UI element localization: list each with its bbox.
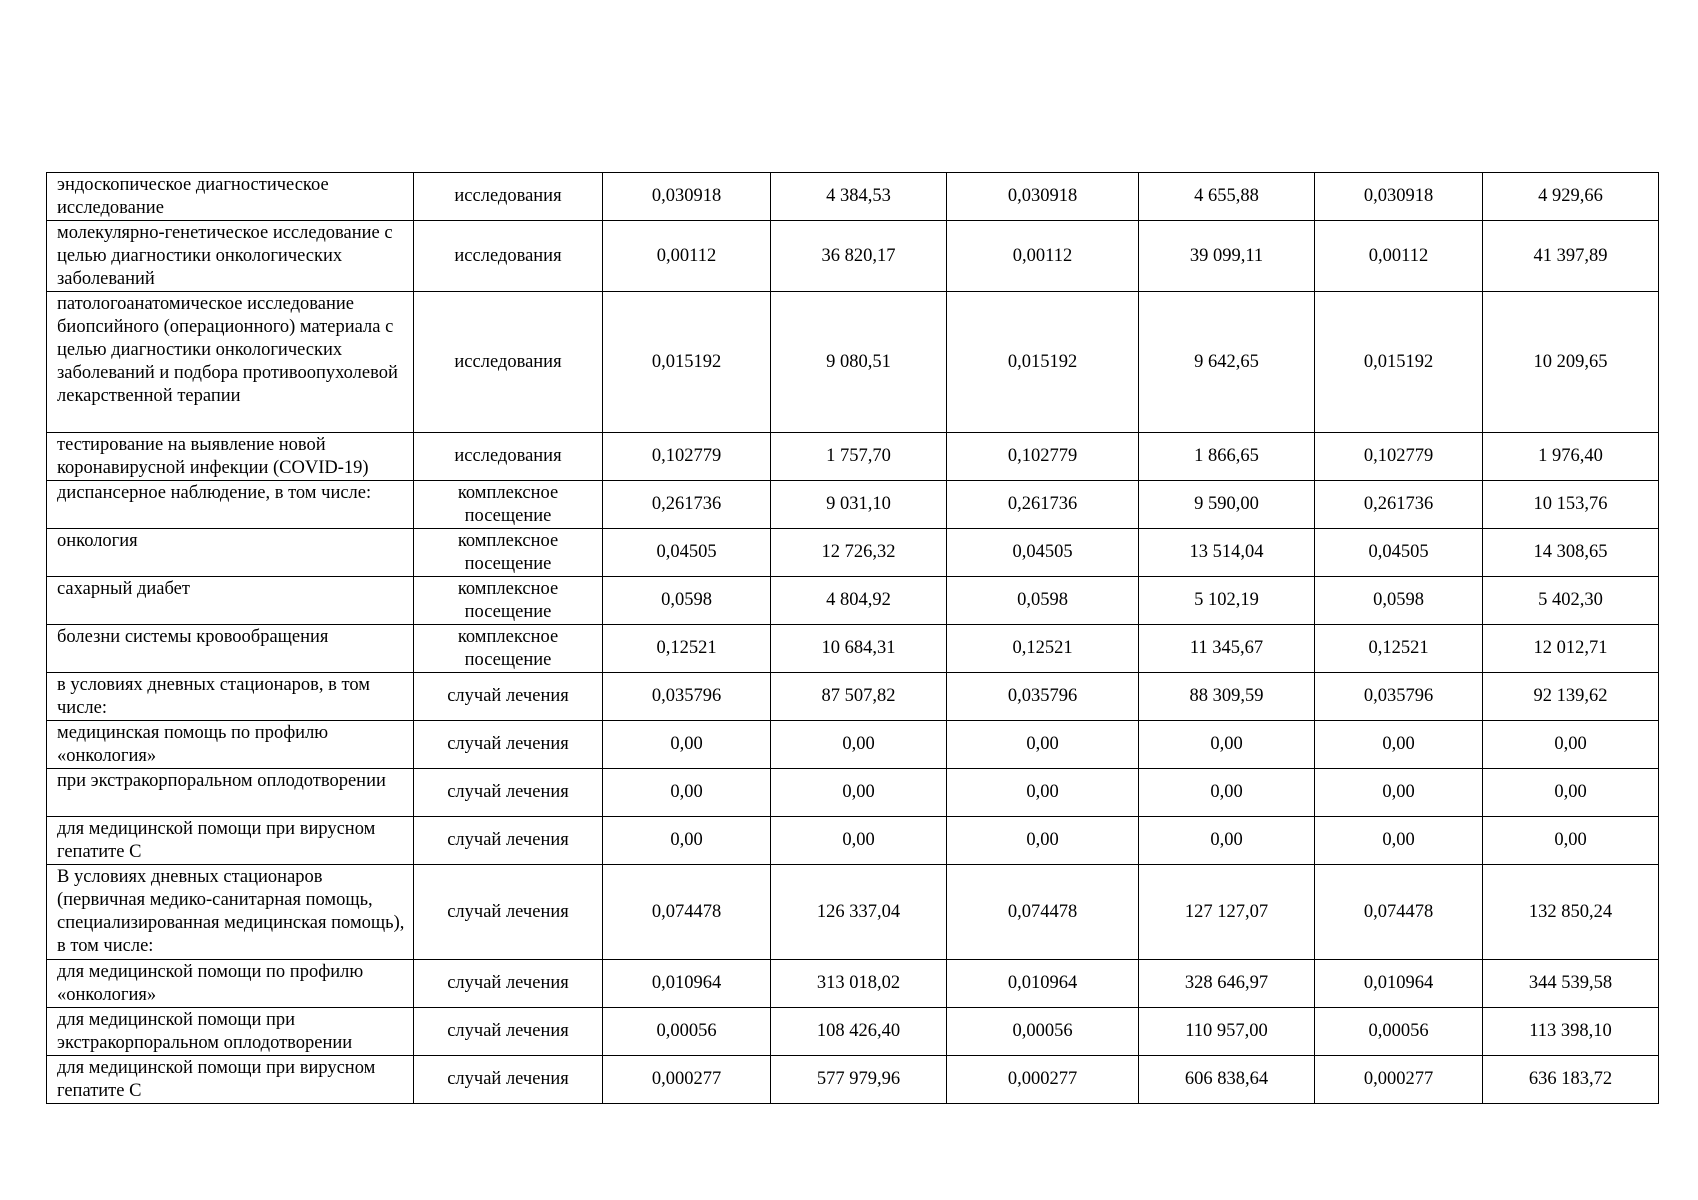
value-cell: 0,00 <box>1315 817 1483 865</box>
row-name: тестирование на выявление новой коронавирусной инфекции (COVID-19) <box>47 433 414 481</box>
value-cell: 41 397,89 <box>1483 221 1659 292</box>
table-row <box>47 1056 1659 1104</box>
value-cell: 113 398,10 <box>1483 1008 1659 1056</box>
value-cell: 0,010964 <box>1315 960 1483 1008</box>
value-cell: 0,00056 <box>603 1008 771 1056</box>
row-name: молекулярно-генетическое исследование с целью диагностики онкологических заболеваний <box>47 221 414 292</box>
table-row <box>47 673 1659 721</box>
row-unit: случай лечения <box>414 769 603 817</box>
value-cell: 0,074478 <box>947 865 1139 960</box>
value-cell: 0,00056 <box>1315 1008 1483 1056</box>
value-cell: 0,000277 <box>603 1056 771 1104</box>
row-unit: комплексное посещение <box>414 625 603 673</box>
value-cell: 0,015192 <box>947 292 1139 433</box>
value-cell: 9 080,51 <box>771 292 947 433</box>
value-cell: 0,00 <box>603 721 771 769</box>
value-cell: 11 345,67 <box>1139 625 1315 673</box>
value-cell: 14 308,65 <box>1483 529 1659 577</box>
value-cell: 0,00 <box>1315 769 1483 817</box>
value-cell: 0,00112 <box>603 221 771 292</box>
value-cell: 606 838,64 <box>1139 1056 1315 1104</box>
value-cell: 0,00 <box>771 769 947 817</box>
row-unit: комплексное посещение <box>414 577 603 625</box>
value-cell: 0,04505 <box>1315 529 1483 577</box>
row-unit: случай лечения <box>414 721 603 769</box>
value-cell: 10 209,65 <box>1483 292 1659 433</box>
value-cell: 0,0598 <box>603 577 771 625</box>
row-name: болезни системы кровообращения <box>47 625 414 673</box>
value-cell: 0,261736 <box>603 481 771 529</box>
value-cell: 0,12521 <box>947 625 1139 673</box>
row-name: онкология <box>47 529 414 577</box>
row-name: для медицинской помощи при вирусном гепатите С <box>47 1056 414 1104</box>
value-cell: 0,00 <box>1483 769 1659 817</box>
value-cell: 0,035796 <box>947 673 1139 721</box>
row-name: патологоанатомическое исследование биопсийного (операционного) материала с целью диагностики онкологических заболеваний и подбора противоопухолевой лекарственной терапии <box>47 292 414 433</box>
value-cell: 92 139,62 <box>1483 673 1659 721</box>
row-unit: случай лечения <box>414 960 603 1008</box>
value-cell: 0,00 <box>947 769 1139 817</box>
row-unit: исследования <box>414 221 603 292</box>
value-cell: 10 684,31 <box>771 625 947 673</box>
value-cell: 636 183,72 <box>1483 1056 1659 1104</box>
value-cell: 0,00 <box>1139 769 1315 817</box>
value-cell: 0,030918 <box>1315 173 1483 221</box>
value-cell: 0,00 <box>947 817 1139 865</box>
value-cell: 0,0598 <box>1315 577 1483 625</box>
value-cell: 0,04505 <box>947 529 1139 577</box>
table-row <box>47 529 1659 577</box>
value-cell: 0,035796 <box>1315 673 1483 721</box>
row-name: сахарный диабет <box>47 577 414 625</box>
value-cell: 0,000277 <box>1315 1056 1483 1104</box>
value-cell: 0,00 <box>1139 721 1315 769</box>
table-row <box>47 221 1659 292</box>
value-cell: 313 018,02 <box>771 960 947 1008</box>
value-cell: 4 384,53 <box>771 173 947 221</box>
value-cell: 36 820,17 <box>771 221 947 292</box>
row-name: в условиях дневных стационаров, в том числе: <box>47 673 414 721</box>
value-cell: 4 929,66 <box>1483 173 1659 221</box>
row-name: эндоскопическое диагностическое исследование <box>47 173 414 221</box>
row-name: для медицинской помощи при экстракорпоральном оплодотворении <box>47 1008 414 1056</box>
value-cell: 9 590,00 <box>1139 481 1315 529</box>
value-cell: 0,010964 <box>947 960 1139 1008</box>
value-cell: 0,00 <box>771 721 947 769</box>
table-row <box>47 960 1659 1008</box>
table-row <box>47 481 1659 529</box>
row-unit: случай лечения <box>414 1056 603 1104</box>
table-row <box>47 1008 1659 1056</box>
row-unit: случай лечения <box>414 1008 603 1056</box>
value-cell: 0,00112 <box>947 221 1139 292</box>
value-cell: 13 514,04 <box>1139 529 1315 577</box>
value-cell: 39 099,11 <box>1139 221 1315 292</box>
value-cell: 0,035796 <box>603 673 771 721</box>
value-cell: 0,015192 <box>603 292 771 433</box>
value-cell: 0,00 <box>947 721 1139 769</box>
value-cell: 0,12521 <box>603 625 771 673</box>
value-cell: 0,00056 <box>947 1008 1139 1056</box>
value-cell: 0,102779 <box>1315 433 1483 481</box>
value-cell: 0,0598 <box>947 577 1139 625</box>
value-cell: 1 866,65 <box>1139 433 1315 481</box>
value-cell: 0,12521 <box>1315 625 1483 673</box>
row-unit: комплексное посещение <box>414 529 603 577</box>
value-cell: 0,015192 <box>1315 292 1483 433</box>
row-name: медицинская помощь по профилю «онкология» <box>47 721 414 769</box>
value-cell: 0,030918 <box>947 173 1139 221</box>
value-cell: 127 127,07 <box>1139 865 1315 960</box>
row-unit: случай лечения <box>414 865 603 960</box>
value-cell: 10 153,76 <box>1483 481 1659 529</box>
row-unit: исследования <box>414 433 603 481</box>
value-cell: 108 426,40 <box>771 1008 947 1056</box>
value-cell: 0,00 <box>603 769 771 817</box>
value-cell: 87 507,82 <box>771 673 947 721</box>
row-name: при экстракорпоральном оплодотворении <box>47 769 414 817</box>
value-cell: 88 309,59 <box>1139 673 1315 721</box>
value-cell: 110 957,00 <box>1139 1008 1315 1056</box>
value-cell: 0,102779 <box>947 433 1139 481</box>
row-unit: комплексное посещение <box>414 481 603 529</box>
row-name: В условиях дневных стационаров (первичная медико-санитарная помощь, специализированная медицинская помощь), в том числе: <box>47 865 414 960</box>
value-cell: 0,074478 <box>603 865 771 960</box>
value-cell: 5 402,30 <box>1483 577 1659 625</box>
row-name: диспансерное наблюдение, в том числе: <box>47 481 414 529</box>
value-cell: 12 726,32 <box>771 529 947 577</box>
table-row <box>47 173 1659 221</box>
value-cell: 4 655,88 <box>1139 173 1315 221</box>
table-row <box>47 721 1659 769</box>
value-cell: 0,261736 <box>1315 481 1483 529</box>
row-name: для медицинской помощи по профилю «онкология» <box>47 960 414 1008</box>
table-row <box>47 577 1659 625</box>
data-table <box>46 172 1659 1104</box>
value-cell: 126 337,04 <box>771 865 947 960</box>
value-cell: 5 102,19 <box>1139 577 1315 625</box>
value-cell: 0,102779 <box>603 433 771 481</box>
table-row <box>47 865 1659 960</box>
value-cell: 0,030918 <box>603 173 771 221</box>
value-cell: 0,00 <box>1483 721 1659 769</box>
table-row <box>47 625 1659 673</box>
value-cell: 1 976,40 <box>1483 433 1659 481</box>
table-row <box>47 292 1659 433</box>
value-cell: 0,00 <box>1315 721 1483 769</box>
row-unit: случай лечения <box>414 817 603 865</box>
value-cell: 0,00 <box>1139 817 1315 865</box>
value-cell: 1 757,70 <box>771 433 947 481</box>
row-unit: исследования <box>414 173 603 221</box>
table-row <box>47 817 1659 865</box>
row-unit: исследования <box>414 292 603 433</box>
table-row <box>47 433 1659 481</box>
value-cell: 12 012,71 <box>1483 625 1659 673</box>
value-cell: 0,000277 <box>947 1056 1139 1104</box>
row-name: для медицинской помощи при вирусном гепатите С <box>47 817 414 865</box>
value-cell: 0,00 <box>1483 817 1659 865</box>
value-cell: 0,074478 <box>1315 865 1483 960</box>
value-cell: 132 850,24 <box>1483 865 1659 960</box>
value-cell: 0,261736 <box>947 481 1139 529</box>
value-cell: 4 804,92 <box>771 577 947 625</box>
value-cell: 328 646,97 <box>1139 960 1315 1008</box>
value-cell: 0,010964 <box>603 960 771 1008</box>
value-cell: 0,04505 <box>603 529 771 577</box>
table-row <box>47 769 1659 817</box>
row-unit: случай лечения <box>414 673 603 721</box>
value-cell: 344 539,58 <box>1483 960 1659 1008</box>
value-cell: 9 642,65 <box>1139 292 1315 433</box>
value-cell: 577 979,96 <box>771 1056 947 1104</box>
value-cell: 0,00 <box>603 817 771 865</box>
value-cell: 9 031,10 <box>771 481 947 529</box>
value-cell: 0,00 <box>771 817 947 865</box>
value-cell: 0,00112 <box>1315 221 1483 292</box>
